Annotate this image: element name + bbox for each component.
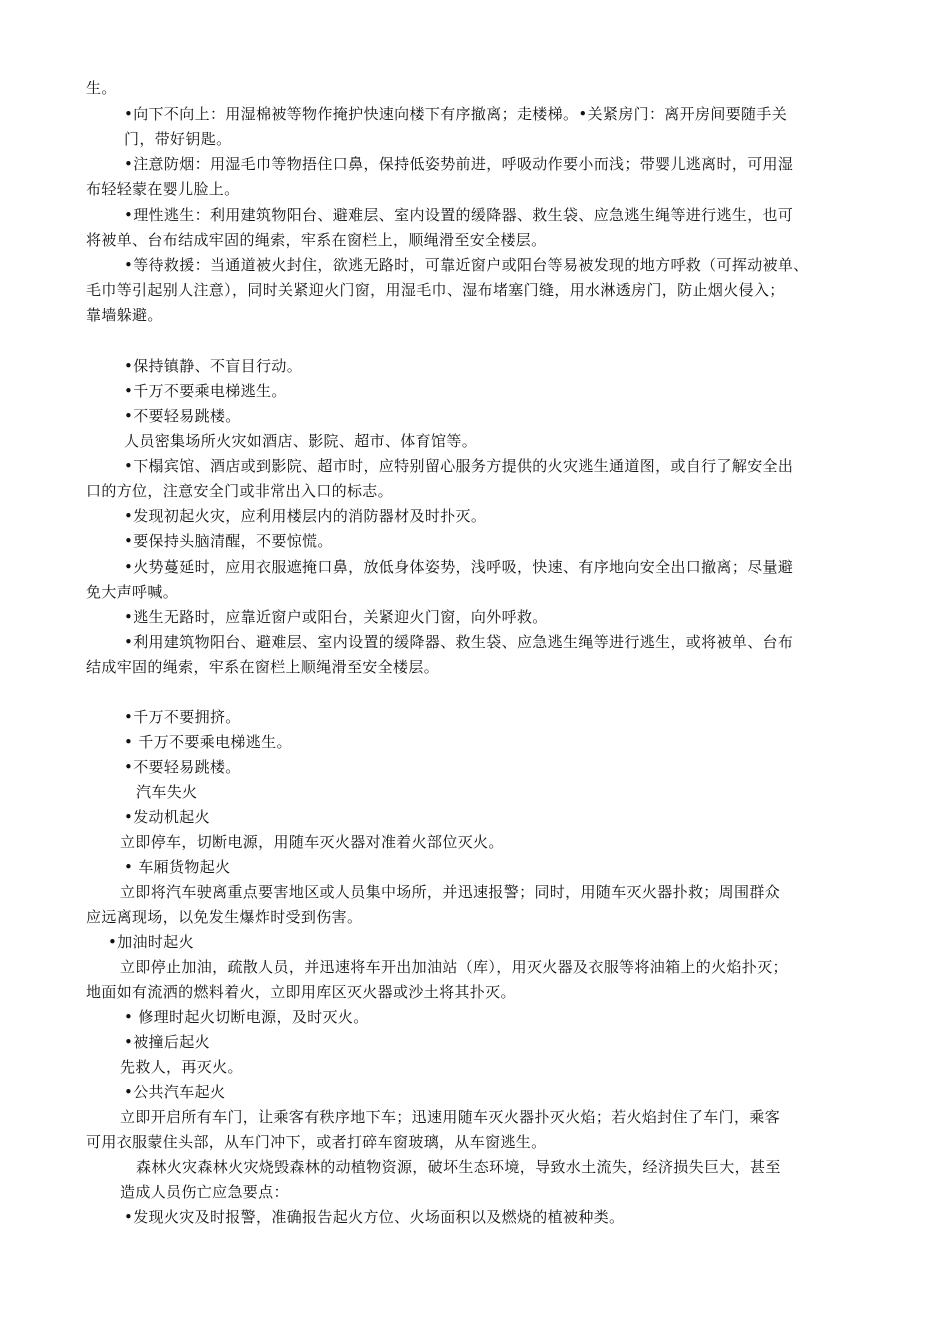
text-line: 汽车失火 [136, 783, 198, 801]
text-line: 森林火灾森林火灾烧毁森林的动植物资源，破坏生态环境，导致水土流失，经济损失巨大，甚至 [136, 1158, 781, 1176]
text-line: •发现火灾及时报警，准确报告起火方位、火场面积以及燃烧的植被种类。 [124, 1208, 625, 1226]
text-line: •发动机起火 [124, 808, 210, 826]
text-line: 生。 [86, 79, 117, 97]
text-line: • 修理时起火切断电源，及时灭火。 [124, 1008, 369, 1026]
text-line: 将被单、台布结成牢固的绳索，牢系在窗栏上，顺绳滑至安全楼层。 [86, 231, 547, 249]
text-line: •不要轻易跳楼。 [124, 407, 241, 425]
text-line: •向下不向上：用湿棉被等物作掩护快速向楼下有序撤离；走楼梯。•关紧房门：离开房间要随手关 [124, 105, 788, 123]
text-line: •下榻宾馆、酒店或到影院、超市时，应特别留心服务方提供的火灾逃生通道图，或自行了解安全出 [124, 457, 794, 475]
text-line: •发现初起火灾，应利用楼层内的消防器材及时扑灭。 [124, 507, 487, 525]
text-line: 结成牢固的绳索，牢系在窗栏上顺绳滑至安全楼层。 [86, 658, 440, 676]
text-line: •被撞后起火 [124, 1033, 210, 1051]
text-line: 地面如有流洒的燃料着火，立即用库区灭火器或沙土将其扑灭。 [86, 983, 516, 1001]
text-line: •火势蔓延时，应用衣服遮掩口鼻，放低身体姿势，浅呼吸，快速、有序地向安全出口撤离；尽量避 [124, 558, 794, 576]
text-line: •等待救援：当通道被火封住，欲逃无路时，可靠近窗户或阳台等易被发现的地方呼救（可挥动被单、 [124, 256, 809, 274]
text-line: 人员密集场所火灾如酒店、影院、超市、体育馆等。 [124, 432, 478, 450]
text-line: •逃生无路时，应靠近窗户或阳台，关紧迎火门窗，向外呼救。 [124, 608, 548, 626]
text-line: 靠墙躲避。 [86, 306, 163, 324]
text-line: •保持镇静、不盲目行动。 [124, 357, 303, 375]
text-line: •注意防烟：用湿毛巾等物捂住口鼻，保持低姿势前进，呼吸动作要小而浅；带婴儿逃离时，可用湿 [124, 155, 794, 173]
text-line: 造成人员伤亡应急要点： [120, 1183, 289, 1201]
text-line: 应远离现场，以免发生爆炸时受到伤害。 [86, 908, 363, 926]
text-line: •加油时起火 [108, 933, 194, 951]
text-line: •公共汽车起火 [124, 1083, 226, 1101]
text-line: •理性逃生：利用建筑物阳台、避难层、室内设置的缓降器、救生袋、应急逃生绳等进行逃生，也可 [124, 206, 794, 224]
text-line: 布轻轻蒙在婴儿脸上。 [86, 180, 240, 198]
text-line: 免大声呼喊。 [86, 583, 179, 601]
text-line: 立即停车，切断电源，用随车灭火器对准着火部位灭火。 [120, 833, 504, 851]
text-line: •千万不要拥挤。 [124, 708, 241, 726]
text-line: •要保持头脑清醒，不要惊慌。 [124, 532, 333, 550]
text-line: 立即开启所有车门，让乘客有秩序地下车；迅速用随车灭火器扑灭火焰；若火焰封住了车门，乘客 [120, 1108, 781, 1126]
text-line: •千万不要乘电梯逃生。 [124, 382, 287, 400]
text-line: 先救人，再灭火。 [120, 1058, 243, 1076]
text-line: •利用建筑物阳台、避难层、室内设置的缓降器、救生袋、应急逃生绳等进行逃生，或将被单、台布 [124, 633, 794, 651]
text-line: 门，带好钥匙。 [124, 130, 232, 148]
text-line: 立即停止加油，疏散人员，并迅速将车开出加油站（库），用灭火器及衣服等将油箱上的火焰扑灭； [120, 958, 788, 976]
text-line: • 千万不要乘电梯逃生。 [124, 733, 292, 751]
text-line: 口的方位，注意安全门或非常出入口的标志。 [86, 482, 394, 500]
text-line: 毛巾等引起别人注意），同时关紧迎火门窗，用湿毛巾、湿布堵塞门缝，用水淋透房门，防止烟火侵入； [86, 281, 785, 299]
text-line: 可用衣服蒙住头部，从车门冲下，或者打碎车窗玻璃，从车窗逃生。 [86, 1133, 547, 1151]
text-line: 立即将汽车驶离重点要害地区或人员集中场所，并迅速报警；同时，用随车灭火器扑救；周围群众 [120, 883, 781, 901]
text-line: • 车厢货物起火 [124, 858, 231, 876]
text-line: •不要轻易跳楼。 [124, 758, 241, 776]
